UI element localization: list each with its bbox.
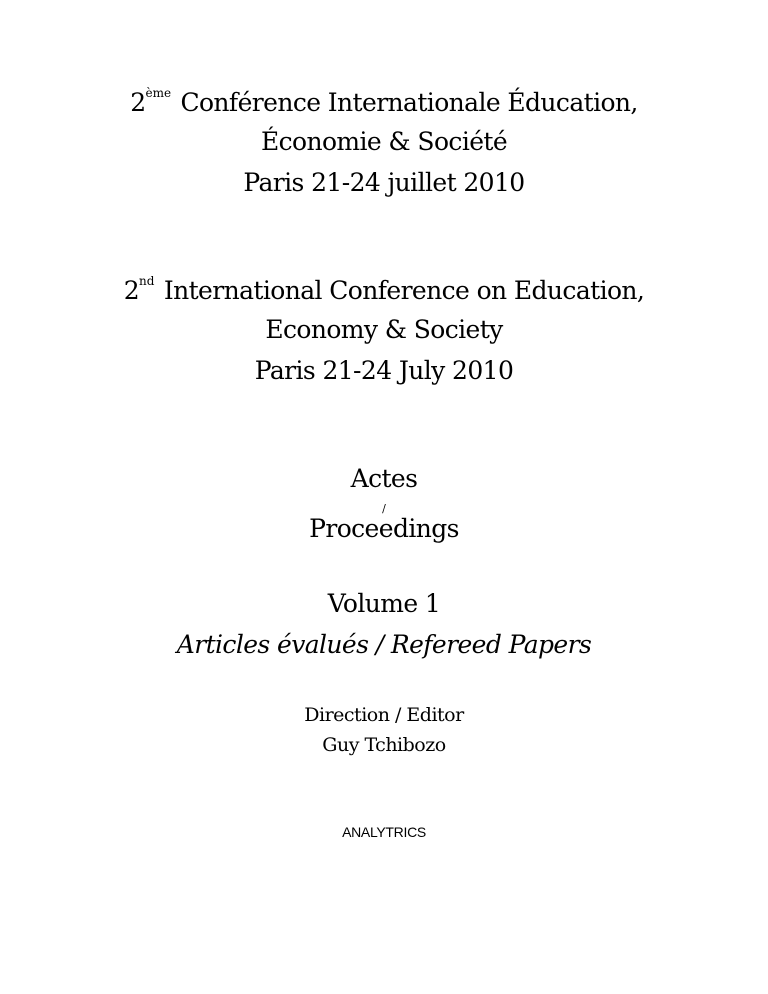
actes-label: Actes xyxy=(350,464,418,493)
title-separator: / xyxy=(382,502,386,515)
french-ordinal-number: 2 xyxy=(130,88,146,117)
volume-subtitle: Articles évalués / Refereed Papers xyxy=(176,630,592,659)
french-title-line-1 xyxy=(0,86,768,117)
english-dates: Paris 21-24 July 2010 xyxy=(254,356,514,385)
english-title-line-2: Economy & Society xyxy=(265,315,503,344)
english-title-text: International Conference on Education, xyxy=(163,276,645,305)
volume-label: Volume 1 xyxy=(327,589,441,618)
english-title-line-1 xyxy=(0,274,768,305)
french-title-text: Conférence Internationale Éducation, xyxy=(180,88,638,117)
french-dates: Paris 21-24 juillet 2010 xyxy=(243,168,525,197)
editor-name: Guy Tchibozo xyxy=(322,734,446,756)
english-ordinal-suffix: nd xyxy=(139,274,155,288)
proceedings-label: Proceedings xyxy=(309,514,459,543)
editor-role: Direction / Editor xyxy=(304,704,464,726)
english-ordinal-number: 2 xyxy=(123,276,140,305)
french-title-line-2: Économie & Société xyxy=(260,127,508,156)
french-ordinal-suffix: ème xyxy=(145,86,172,100)
publisher-name: ANALYTRICS xyxy=(342,824,426,840)
